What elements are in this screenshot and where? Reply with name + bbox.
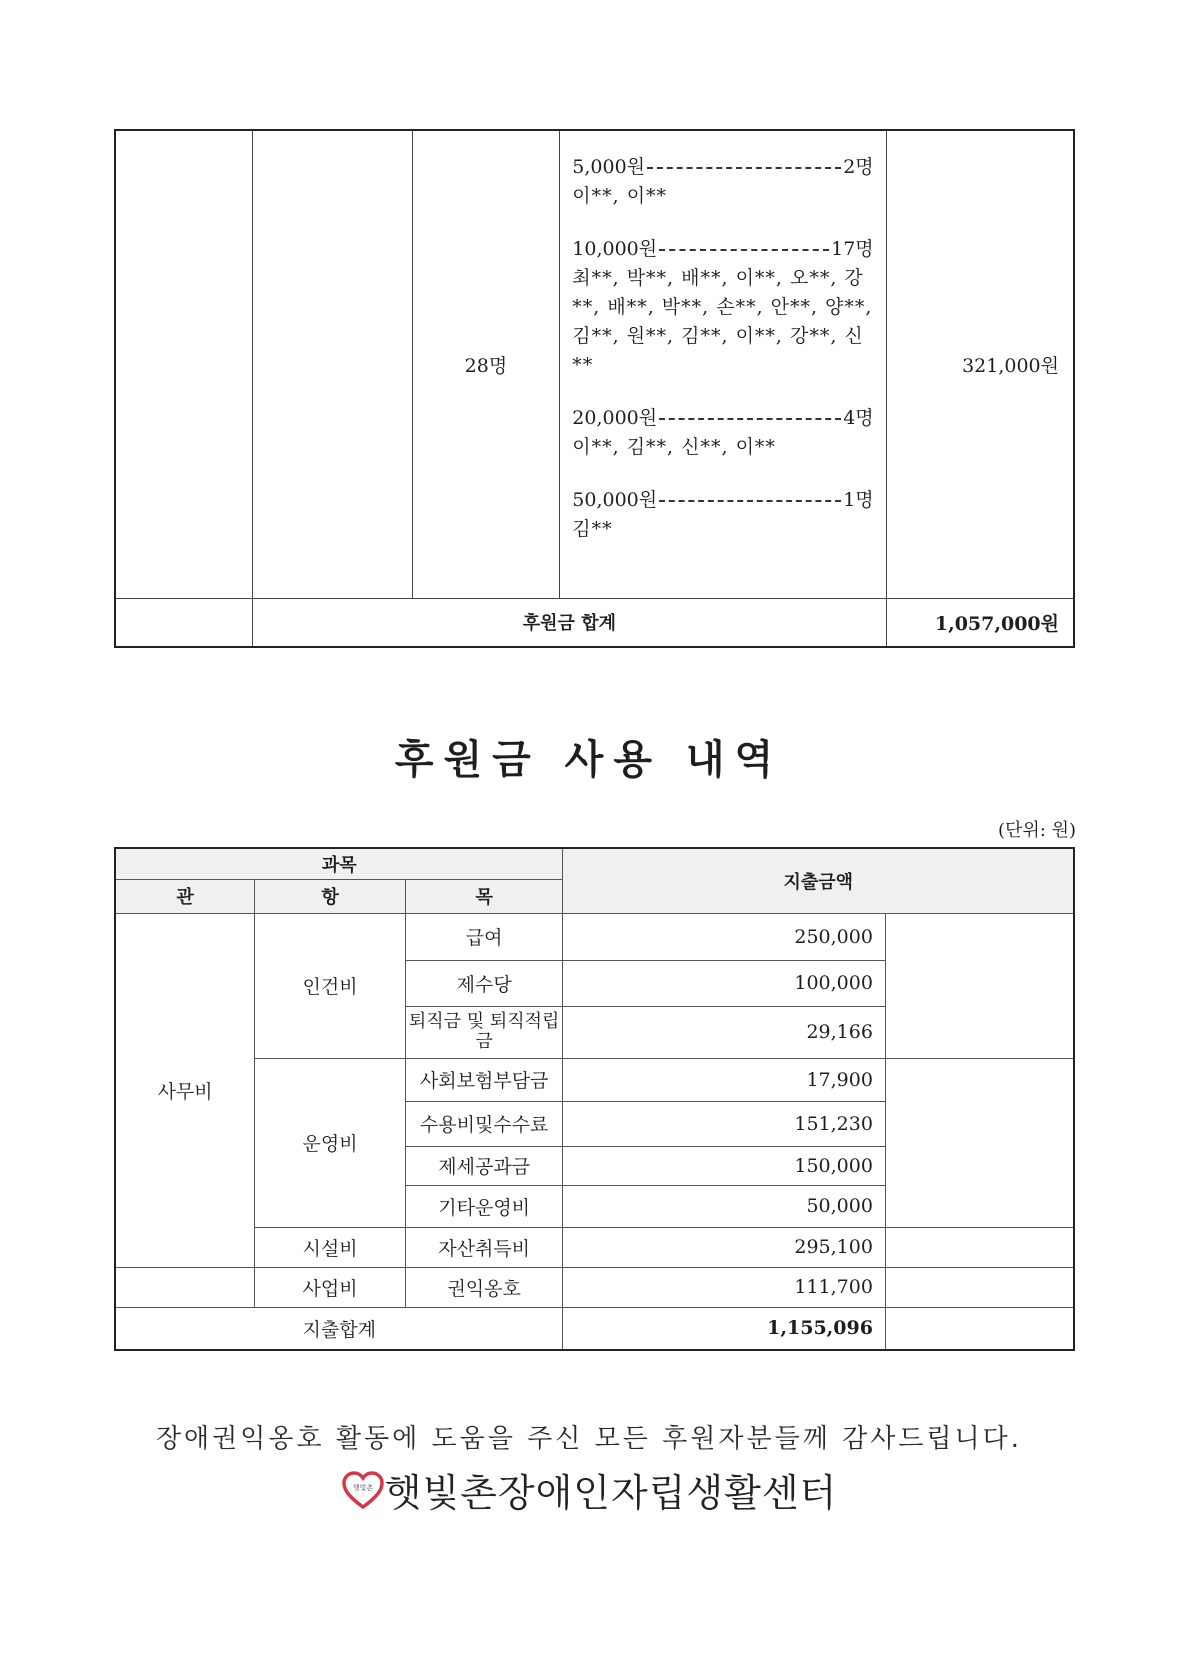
table-row — [115, 1267, 1074, 1307]
mok-cell: 급여 — [405, 913, 563, 960]
donation-group-row — [115, 130, 1074, 598]
donor-tier — [572, 404, 873, 462]
empty-cell — [115, 130, 253, 598]
mok-cell: 수용비및수수료 — [405, 1101, 563, 1146]
amount-cell: 100,000 — [563, 960, 885, 1006]
mok-cell: 기타운영비 — [405, 1185, 563, 1227]
empty-cell — [885, 1307, 1074, 1350]
amount-cell: 29,166 — [563, 1006, 885, 1058]
tier-amount: 5,000원 — [572, 156, 646, 178]
tier-count: 1명 — [843, 489, 874, 511]
amount-cell: 17,900 — [563, 1058, 885, 1101]
group-count-cell: 28명 — [412, 130, 560, 598]
total-value: 1,155,096 — [563, 1307, 885, 1350]
mok-cell: 사회보험부담금 — [405, 1058, 563, 1101]
amount-cell: 250,000 — [563, 913, 885, 960]
tier-count: 17명 — [831, 238, 874, 260]
table-row — [115, 1058, 1074, 1101]
empty-cell — [115, 598, 253, 647]
mok-cell: 퇴직금 및 퇴직적립금 — [405, 1006, 563, 1058]
amount-cell: 111,700 — [563, 1267, 885, 1307]
empty-cell — [885, 1227, 1074, 1267]
donation-sum-row — [115, 598, 1074, 647]
empty-cell — [885, 913, 1074, 1058]
donor-tier — [572, 153, 873, 211]
total-row — [115, 1307, 1074, 1350]
total-label: 지출합계 — [115, 1307, 563, 1350]
logo-text: 햇빛촌 — [352, 1483, 373, 1492]
tier-amount: 10,000원 — [572, 238, 658, 260]
amount-cell: 151,230 — [563, 1101, 885, 1146]
empty-cell — [885, 1058, 1074, 1227]
sum-value: 1,057,000원 — [886, 598, 1074, 647]
tier-names: 이**, 김**, 신**, 이** — [572, 436, 776, 458]
mok-cell: 제세공과금 — [405, 1146, 563, 1185]
donor-names-cell — [560, 130, 886, 598]
tier-names: 이**, 이** — [572, 185, 668, 207]
heart-logo-icon — [341, 1470, 385, 1510]
hang-project: 사업비 — [255, 1267, 406, 1307]
empty-cell — [115, 1267, 255, 1307]
org-signature — [0, 1462, 1178, 1517]
table-row — [115, 913, 1074, 960]
section-title: 후원금 사용 내역 — [394, 737, 784, 783]
empty-cell — [253, 130, 413, 598]
sum-label: 후원금 합계 — [253, 598, 887, 647]
usage-table — [114, 847, 1075, 1351]
header-hang: 항 — [255, 879, 406, 913]
hang-personnel: 인건비 — [255, 913, 406, 1058]
amount-cell: 295,100 — [563, 1227, 885, 1267]
header-subject: 과목 — [115, 848, 563, 879]
header-mok: 목 — [405, 879, 563, 913]
mok-cell: 제수당 — [405, 960, 563, 1006]
org-name: 햇빛촌장애인자립생활센터 — [384, 1471, 838, 1515]
unit-note: (단위: 원) — [998, 820, 1076, 841]
header-row — [115, 848, 1074, 879]
donor-tier — [572, 235, 873, 380]
tier-count: 4명 — [843, 407, 874, 429]
thanks-message: 장애권익옹호 활동에 도움을 주신 모든 후원자분들께 감사드립니다. — [155, 1424, 1023, 1454]
tier-count: 2명 — [843, 156, 874, 178]
header-gwan: 관 — [115, 879, 255, 913]
tier-amount: 50,000원 — [572, 489, 658, 511]
mok-cell: 권익옹호 — [405, 1267, 563, 1307]
mok-cell: 자산취득비 — [405, 1227, 563, 1267]
donor-tier — [572, 486, 873, 544]
hang-operation: 운영비 — [255, 1058, 406, 1227]
tier-names: 김** — [572, 518, 613, 540]
amount-cell: 150,000 — [563, 1146, 885, 1185]
header-amount: 지출금액 — [563, 848, 1074, 913]
table-row — [115, 1227, 1074, 1267]
tier-names: 최**, 박**, 배**, 이**, 오**, 강**, 배**, 박**, 손**, 안**, 양**, 김**, 원**, 김**, 이**, 강**, 신** — [572, 267, 873, 376]
empty-cell — [885, 1267, 1074, 1307]
amount-cell: 50,000 — [563, 1185, 885, 1227]
tier-amount: 20,000원 — [572, 407, 658, 429]
gwan-office: 사무비 — [115, 913, 255, 1267]
hang-facility: 시설비 — [255, 1227, 406, 1267]
donation-table — [114, 129, 1075, 648]
group-total-cell: 321,000원 — [886, 130, 1074, 598]
